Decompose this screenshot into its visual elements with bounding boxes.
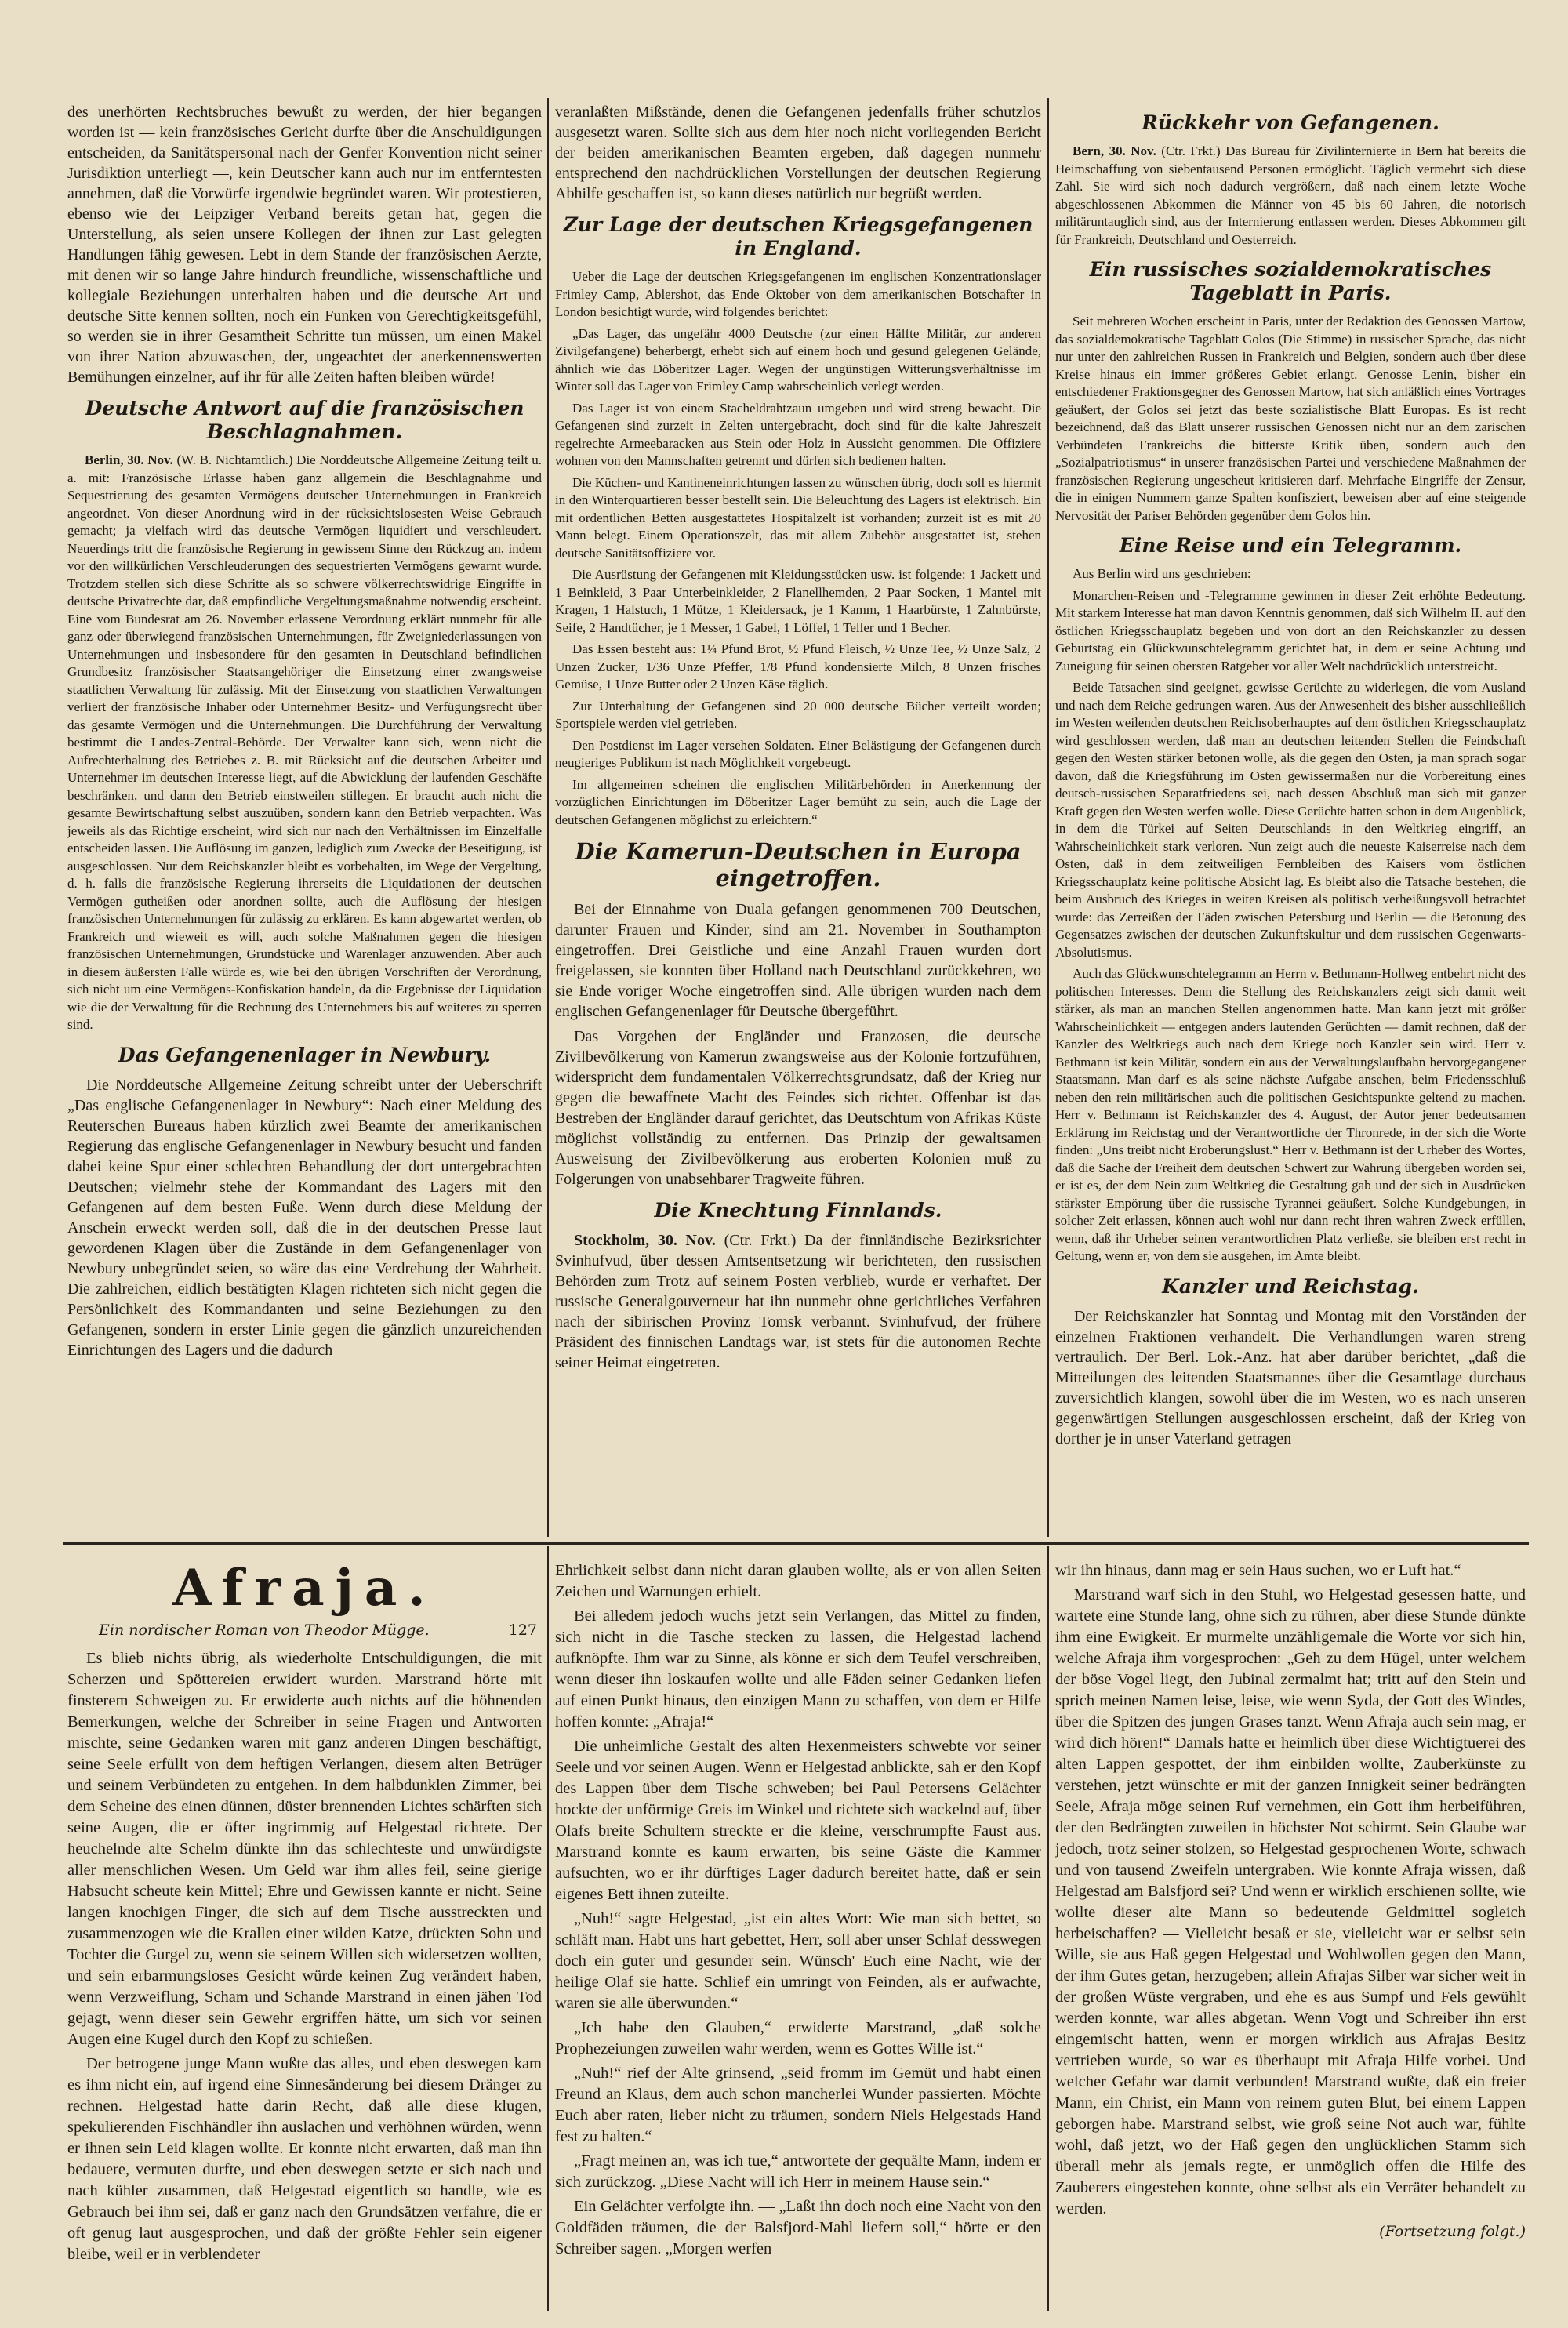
paragraph: Das Lager ist von einem Stacheldrahtzaun umgeben und wird streng bewacht. Die Gefangenen sind zurzeit in Zelten untergebracht, doch sind für die kalte Jahreszeit regelrechte Armeebaracken aus Stein oder Holz in Aussicht genommen. Die Offiziere wohnen von den Mannschaften getrennt und dürfen sich bedienen halten. xyxy=(555,400,1041,468)
dateline: Berlin, 30. Nov. xyxy=(85,452,173,467)
feuilleton-rule-2 xyxy=(1047,1546,1049,2311)
column-1 xyxy=(67,102,542,1529)
paragraph: Auch das Glückwunschtelegramm an Herrn v. Bethmann-Hollweg entbehrt nicht des politischen Interesses. Denn die Stellung des Reichskanzlers zeigt sich damit weit stärker, als man an manchen Stellen angenommen hatte. Man kann jetzt mit größer Wahrscheinlichkeit — entgegen anders lautenden Gerüchten — damit rechnen, daß der Kanzler des Weltkriegs auch nach dem Kriege noch Kanzler sein wird. Herr v. Bethmann ist kein Militär, sondern ein aus der Verwaltungslaufbahn hervorgegangener Staatsmann. Man darf es als seine nächste Aufgabe ansehen, beim Friedensschluß neben den rein militärischen auch die politischen Gesichtspunkte geltend zu machen. Herr v. Bethmann ist Reichskanzler des 4. August, der Autor jener bedeutsamen Erklärung im Reichstag und der Verantwortliche der Thronrede, in der sich die Worte finden: „Uns treibt nicht Eroberungslust.“ Herr v. Bethmann ist der Urheber des Wortes, daß die Sache der Freiheit dem deutschen Schwert zur Wahrung übergeben worden sei, er ist es, der dem Nein zum Weltkrieg die Gestaltung gab und der sich in Ausdrücken stärkster Empörung über die russische Tyrannei geäußert. Solche Kundgebungen, in solcher Zeit erlassen, können auch wohl nur dann recht ihren wahren Zweck erfüllen, wenn, daß ihr Urheber seinen verantwortlichen Platz verließe, sie bleiben erst recht in Geltung, wenn er, von dem sie ausgehen, im Amte bleibt. xyxy=(1055,966,1526,1263)
paragraph: Ein Gelächter verfolgte ihn. — „Laßt ihn doch noch eine Nacht von den Goldfäden träumen, die der Balsfjord-Mahl liefern soll,“ hörte er den Schreiber sagen. „Morgen werfen xyxy=(555,2198,1041,2257)
heading-kanzler: Kanzler und Reichstag. xyxy=(1162,1274,1419,1298)
paragraph: Der betrogene junge Mann wußte das alles, und eben deswegen kam es ihm nicht ein, auf irgend eine Sinnesänderung bei diesem Dränger zu rechnen. Helgestad hatte darin Recht, daß alle diese klugen, spekulierenden Fischhändler ihn auslachen und verhöhnen würden, wenn er ihnen sein Leid klagen wollte. Er konnte nicht erwarten, daß man ihn bedauere, vermuten durfte, und eben deswegen setzte er sich nach und nach kühler zusammen, daß Helgestad eigentlich so handle, wie es Gebrauch bei ihm sei, daß er ganz nach den Grundsätzen verfahre, die er oft genug laut ausgesprochen, und daß der größte Fehler sein eigener bleibe, weil er in verblendeter xyxy=(67,2055,542,2263)
paragraph: Beide Tatsachen sind geeignet, gewisse Gerüchte zu widerlegen, die vom Ausland und nach dem Reiche gedrungen waren. Aus der Anwesenheit des bisher ausschließlich im Westen weilenden deutschen Reichsoberhauptes auf dem östlichen Kriegsschauplatz wird geschlossen werden, daß man an deutschen leitenden Stellen die Feindschaft gegen den Westen stärker betonen wolle, als die gegen den Osten, ja man sprach sogar davon, daß die Kriegsführung im Osten gewissermaßen nur die Vorbereitung eines deutsch-russischen Separatfriedens sei, nach dessen Abschluß man sich mit ganzer Kraft gegen den Westen werfen wolle. Diese Gerüchte hatten schon in dem Augenblick, in dem die Türkei auf Seiten Deutschlands in den Weltkrieg eingriff, an Wahrscheinlichkeit stark verloren. Nun zeigt auch die neueste Kaiserreise nach dem Osten, daß in dem zeitweiligen Fernbleiben des Kaisers vom östlichen Kriegsschauplatz keine politische Absicht lag. Es bleibt also die Tatsache bestehen, die beim Ausbruch des Krieges in weiten Kreisen als politisch verheißungsvoll betrachtet wurde: das Zerreißen der Fäden zwischen Petersburg und Berlin — die Betonung des Gegensatzes zwischen der deutschen Zukunftskultur und dem russischen Gegenwarts-Absolutismus. xyxy=(1055,680,1526,960)
paragraph: Den Postdienst im Lager versehen Soldaten. Einer Belästigung der Gefangenen durch neugieriges Publikum ist nach Möglichkeit vorgebeugt. xyxy=(555,737,1041,770)
paragraph: Bei der Einnahme von Duala gefangen genommenen 700 Deutschen, darunter Frauen und Kinder, sind am 21. November in Southampton eingetroffen. Drei Geistliche und eine Anzahl Frauen wurden dort freigelassen, sie konnten über Holland nach Deutschland zurückkehren, wo sie Ende voriger Woche eingetroffen sind. Alle übrigen wurden nach dem englischen Gefangenenlager für Deutsche übergeführt. xyxy=(555,901,1041,1020)
heading-rueckkehr: Rückkehr von Gefangenen. xyxy=(1142,111,1439,134)
article-newbury: Die Norddeutsche Allgemeine Zeitung schreibt unter der Ueberschrift „Das englische Gefangenenlager in Newbury“: Nach einer Meldung des Reuterschen Bureaus haben kürzlich zwei Beamte der amerikanischen Regierung das englische Gefangenenlager in Newbury besucht und fanden dabei keine Spur einer schlechten Behandlung der dort untergebrachten Deutschen; vielmehr stehe der Kommandant des Lagers mit den Gefangenen auf dem besten Fuße. Wenn durch diese Meldung der Anschein erweckt werden soll, daß die in der deutschen Presse laut gewordenen Klagen über die Zustände in dem Gefangenenlager von Newbury unbegründet seien, so wäre das eine Verdrehung der Wahrheit. Die zahlreichen, eidlich bestätigten Klagen richteten sich nicht gegen die Persönlichkeit des Kommandanten und seine Beziehungen zu den Gefangenen, sondern in erster Linie gegen die gänzlich unzureichenden Einrichtungen des Lagers und die dadurch xyxy=(67,1076,542,1359)
paragraph: „Ich habe den Glauben,“ erwiderte Marstrand, „daß solche Prophezeiungen zuweilen wahr werden, wenn es Gottes Wille ist.“ xyxy=(555,2019,1041,2057)
heading-newbury: Das Gefangenenlager in Newbury. xyxy=(118,1043,492,1066)
paragraph: „Nuh!“ rief der Alte grinsend, „seid fromm im Gemüt und habt einen Freund an Klaus, dem auch schon mancherlei Wunder passierten. Möchte Euch aber raten, lieber nicht zu träumen, sondern Niels Helgestads Hand fest zu halten.“ xyxy=(555,2065,1041,2145)
paragraph: „Das Lager, das ungefähr 4000 Deutsche (zur einen Hälfte Militär, zur anderen Zivilgefangene) beherbergt, erhebt sich auf einem hoch und gesund gelegenen Gelände, ähnlich wie das Döberitzer Lager. Wegen der ungünstigen Witterungsverhältnisse im Winter soll das Lager von Frimley Camp wahrscheinlich verlegt werden. xyxy=(555,325,1041,394)
heading-tageblatt: Ein russisches sozialdemokratisches Tageblatt in Paris. xyxy=(1089,258,1492,304)
heading-kamerun: Die Kamerun-Deutschen in Europa eingetroffen. xyxy=(575,838,1022,892)
article-rueckkehr: Bern, 30. Nov. (Ctr. Frkt.) Das Bureau für Zivilinternierte in Bern hat bereits die Heimschaffung von siebentausend Personen ermöglicht. Täglich vermehrt sich diese Zahl. Sie wird sich noch dadurch vergrößern, daß nach einem letzte Woche abgeschlossenen Abkommen die Männer von 45 bis 60 Jahren, die notorisch militäruntauglich sind, aus der Internierung entlassen werden. Dieses Abkommen gilt für Frankreich, Deutschland und Oesterreich. xyxy=(1055,143,1526,247)
column-rule-2 xyxy=(1047,98,1049,1537)
column-rule-1 xyxy=(547,98,549,1537)
paragraph: Bei alledem jedoch wuchs jetzt sein Verlangen, das Mittel zu finden, sich nicht in die Tasche stecken zu lassen, die Helgestad lachend aufknöpfte. Ihm war zu Sinne, als könne er sich dem Teufel verschreiben, wenn dieser ihn loskaufen wollte und alle Fäden seiner Gedanken liefen auf einen Punkt hinaus, den einzigen Mann zu schaffen, von dem er Hilfe hoffen konnte: „Afraja!“ xyxy=(555,1607,1041,1731)
article-continuation: veranlaßten Mißstände, denen die Gefangenen jedenfalls früher schutzlos ausgesetzt waren. Sollte sich aus dem hier noch nicht vorliegenden Bericht der beiden amerikanischen Beamten ergeben, daß dagegen nunmehr entsprechend den nachdrücklichen Vorstellungen der deutschen Regierung Abhilfe geschaffen ist, so kann dieses natürlich nur begrüßt werden. xyxy=(555,104,1041,202)
feuilleton-subtitle: Ein nordischer Roman von Theodor Mügge. xyxy=(99,1622,430,1639)
paragraph: Es blieb nichts übrig, als wiederholte Entschuldigungen, die mit Scherzen und Spöttereien erwidert wurden. Marstrand hörte mit finsterem Schweigen zu. Er erwiderte auch nichts auf die höhnenden Bemerkungen, welche der Schreiber in seine Fragen und Antworten mischte, seine Gedanken waren mit ganz anderen Dingen beschäftigt, seine Seele erfüllt von dem heftigen Verlangen, diesem alten Betrüger und seinem Verbündeten zu entgehen. In dem halbdunklen Zimmer, bei dem Scheine des einen dünnen, düster brennenden Lichtes schärften sich seine Augen, die er öfter ingrimmig auf Helgestad richtete. Der heuchelnde alte Schelm dünkte ihn das schlechteste und unwürdigste aller menschlichen Wesen. Um Geld war ihm alles feil, seine gierige Habsucht scheute kein Mittel; Ehre und Gewissen kannte er nicht. Seine langen knochigen Finger, die sich auf dem Tische ausstreckten und zusammenzogen wie die Krallen einer wilden Katze, drückten Sohn und Tochter die Gurgel zu, wenn sie seinem Willen sich widersetzen wollten, und sein erbarmungsloses Gesicht würde keinen Zug verändert haben, wenn Verzweiflung, Scham und Schande Marstrand in einen jähen Tod gejagt, wenn dieser sein Gewehr ergriffen hätte, um sich vor seinen Augen eine Kugel durch den Kopf zu schießen. xyxy=(67,1650,542,2048)
feuilleton-subtitle-row xyxy=(99,1622,537,1639)
feuilleton-column-1 xyxy=(67,1560,542,2305)
feuilleton-title: Afraja. xyxy=(172,1560,437,1618)
article-knechtung: Stockholm, 30. Nov. (Ctr. Frkt.) Da der finnländische Bezirksrichter Svinhufvud, über dessen Amtsentsetzung wir berichteten, den russischen Behörden zum Trotz auf seinem Posten verblieb, wurde er verhaftet. Der russische Generalgouverneur hat ihn nunmehr ohne gerichtliches Verfahren nach der sibirischen Provinz Tomsk verbannt. Svinhufvud, der frühere Präsident des finnischen Landtags war, ist stets für die autonomen Rechte seiner Heimat eingetreten. xyxy=(555,1232,1041,1371)
article-antwort: Berlin, 30. Nov. (W. B. Nichtamtlich.) Die Norddeutsche Allgemeine Zeitung teilt u. a. mit: Französische Erlasse haben ganz allgemein die Beschlagnahme und Sequestrierung des gesamten Vermögens deutscher Unternehmungen in Frankreich angeordnet. Von dieser Anordnung wird in der rücksichtslosesten Weise Gebrauch gemacht; ja vielfach wird das deutsche Vermögen liquidiert und verschleudert. Neuerdings tritt die französische Regierung in gewissem Sinne den Rückzug an, indem vor den willkürlichen Verschleuderungen des sequestrierten Vermögens gewarnt wurde. Trotzdem stellen sich diese Schritte als so schwere völkerrechtswidrige Eingriffe in deutsche Privatrechte dar, daß empfindliche Vergeltungsmaßnahme notwendig erscheint. Eine vom Bundesrat am 26. November erlassene Verordnung erklärt nunmehr für alle ganz oder überwiegend französischen Unternehmungen, für Zweigniederlassungen von Unternehmungen und insbesondere für den gesamten in Deutschland befindlichen Grundbesitz französischer Staatsangehöriger die Einsetzung einer zwangsweise staatlichen Verwaltung für zulässig. Mit der Einsetzung von staatlichen Verwaltungen verliert der französische Inhaber oder Unternehmer Besitz- und Verfügungsrecht über das gesamte Vermögen und die Unternehmungen. Die Durchführung der Verwaltung bestimmt die Landes-Zentral-Behörde. Der Verwalter kann sich, wenn nicht die Aufrechterhaltung des Betriebes z. B. mit Rücksicht auf die deutschen Arbeiter und Unternehmer im deutschen Interesse liegt, auf die Abwicklung der laufenden Geschäfte beschränken, und dann den Betrieb einstweilen stillegen. Er braucht auch nicht die gesamte Bewirtschaftung selbst auszuüben, sondern kann den Betrieb verpachten. Was jeweils als das Richtige erscheint, wird sich nur nach den Verhältnissen im Einzelfalle entscheiden lassen. Die Auflösung im ganzen, lediglich zum Zwecke der Beseitigung, ist ausgeschlossen. Nur dem Reichskanzler bleibt es vorbehalten, im Wege der Vergeltung, d. h. falls die französische Regierung ihrerseits die Liquidationen der deutschen Vermögen gutheißen oder anordnen sollte, auch die Auflösung der hiesigen französischen Unternehmungen für zulässig zu erklären. Es kann abgewartet werden, ob Frankreich und wieweit es will, auch solche Maßnahmen gegen die hiesigen französischen Unternehmungen, Grundstücke und Warenlager anzuwenden. Aber auch in diesem äußersten Falle würde es, wie bei den übrigen Vorschriften der Verordnung, sich nicht um eine Vermögens-Konfiskation handeln, da die Ergebnisse der Liquidation wie die der Verwaltung für die Rechnung des Unternehmers bis auf weiteres zu sperren sind. xyxy=(67,452,542,1032)
article-continuation: des unerhörten Rechtsbruches bewußt zu werden, der hier begangen worden ist — kein französisches Gericht durfte über die Anschuldigungen entscheiden, da Sanitätspersonal nach der Genfer Konvention nicht seiner Jurisdiktion unterliegt —, kein Deutscher kann auch nur im entferntesten annehmen, daß die Vorwürfe irgendwie begründet waren. Wir protestieren, ebenso wie der Leipziger Verband bereits getan hat, gegen die Unterstellung, als seien unsere Kollegen der ihnen zur Last gelegten Handlungen fähig gewesen. Lebt in dem Stande der französischen Aerzte, mit denen wir so lange Jahre hindurch freundliche, wissenschaftliche und kollegiale Beziehungen unterhalten haben und die deutsche Art und deutsche Sitte kennen sollten, noch ein Funken von Gerechtigkeitsgefühl, so werden sie in ihrer Gesamtheit Schritte tun müssen, um einen Makel von ihrer Nation abzuwaschen, der, ungeachtet der anerkennenswerten Bemühungen einzelner, auf ihr für alle Zeiten haften bleiben würde! xyxy=(67,104,542,386)
paragraph: Das Vorgehen der Engländer und Franzosen, die deutsche Zivilbevölkerung von Kamerun zwangsweise aus der Kolonie fortzuführen, widerspricht dem fundamentalen Völkerrechtsgrundsatz, daß der Krieg nur gegen die bewaffnete Macht des Feindes sich richtet. Offenbar ist das Bestreben der Engländer darauf gerichtet, das Deutschtum von Afrikas Küste möglichst vollständig zu entfernen. Das Prinzip der gewaltsamen Ausweisung der Zivilbevölkerung aus eroberten Kolonien muß zu Folgerungen von unabsehbarer Tragweite führen. xyxy=(555,1028,1041,1188)
paragraph: Im allgemeinen scheinen die englischen Militärbehörden in Anerkennung der vorzüglichen Einrichtungen im Döberitzer Lager bemüht zu sein, auch die Lage der deutschen Gefangenen möglichst zu erleichtern.“ xyxy=(555,776,1041,827)
paragraph: „Fragt meinen an, was ich tue,“ antwortete der gequälte Mann, indem er sich zurückzog. „Diese Nacht will ich Herr in meinem Hause sein.“ xyxy=(555,2152,1041,2191)
heading-reise: Eine Reise und ein Telegramm. xyxy=(1119,534,1462,557)
column-2 xyxy=(555,102,1041,1529)
dateline: Bern, 30. Nov. xyxy=(1073,143,1156,158)
dateline: Stockholm, 30. Nov. xyxy=(574,1232,716,1249)
feuilleton-rule xyxy=(63,1542,1529,1545)
heading-knechtung: Die Knechtung Finnlands. xyxy=(654,1199,942,1222)
feuilleton-rule-1 xyxy=(547,1546,549,2311)
paragraph: Das Essen besteht aus: 1¼ Pfund Brot, ½ Pfund Fleisch, ½ Unze Tee, ½ Unze Salz, 2 Unzen Zucker, 1/36 Unze Pfeffer, 1/8 Pfund kondensierte Milch, 8 Unzen frisches Gemüse, 1 Unze Butter oder 2 Unzen Käse täglich. xyxy=(555,641,1041,692)
heading-antwort: Deutsche Antwort auf die französischen Beschlagnahmen. xyxy=(85,397,524,443)
paragraph: Seit mehreren Wochen erscheint in Paris, unter der Redaktion des Genossen Martow, das sozialdemokratische Tageblatt Golos (Die Stimme) in russischer Sprache, das nicht nur unter den zahlreichen Russen in Frankreich und Belgien, sondern auch über diese Kreise hinaus ein immer größeres Gebiet erlangt. Genosse Lenin, bisher ein entschiedener Fraktionsgegner des Genossen Martow, hat sich anläßlich eines Vortrages geäußert, der Golos sei jetzt das beste sozialistische Blatt Europas. Es ist recht bezeichnend, daß das Blatt unserer russischen Genossen nicht nur an dem zarischen Verbündeten Frankreichs die bitterste Kritik üben, sondern auch den „Sozialpatriotismus“ in unserer französischen Partei und verschiedene Maßnahmen der französischen Regierung ungescheut kritisieren darf. Mehrfache Eingriffe der Zensur, die in einigen Nummern ganze Spalten konfisziert, beweisen aber auf eine steigende Nervosität der Pariser Behörden gegenüber dem Golos hin. xyxy=(1055,314,1526,523)
paragraph: Der Reichskanzler hat Sonntag und Montag mit den Vorständen der einzelnen Fraktionen verhandelt. Die Verhandlungen waren streng vertraulich. Der Berl. Lok.-Anz. hat aber darüber berichtet, „daß die Mitteilungen des leitenden Staatsmannes über die Gesamtlage durchaus zuversichtlich klangen, sowohl über die im Westen, wo es nach unseren gegenwärtigen Stellungen ausgeschlossen erscheint, daß der Krieg von dorther je in unser Vaterland getragen xyxy=(1055,1307,1526,1447)
paragraph: wir ihn hinaus, dann mag er sein Haus suchen, wo er Luft hat.“ xyxy=(1055,1562,1461,1579)
paragraph: Die Ausrüstung der Gefangenen mit Kleidungsstücken usw. ist folgende: 1 Jackett und 1 Beinkleid, 3 Paar Unterbeinkleider, 2 Flanellhemden, 2 Paar Socken, 1 Mantel mit Kragen, 1 Halstuch, 1 Mütze, 1 Kleidersack, je 1 Kamm, 1 Haarbürste, 1 Zahnbürste, Seife, 2 Handtücher, je 1 Messer, 1 Gabel, 1 Löffel, 1 Teller und 1 Becher. xyxy=(555,567,1041,635)
paragraph: Ehrlichkeit selbst dann nicht daran glauben wollte, als er von allen Seiten Zeichen und Warnungen erhielt. xyxy=(555,1562,1041,1600)
paragraph: Monarchen-Reisen und -Telegramme gewinnen in dieser Zeit erhöhte Bedeutung. Mit starkem Interesse hat man davon Kenntnis genommen, daß sich Wilhelm II. auf den östlichen Kriegsschauplatz begeben und von dort an den Reichskanzler zu dessen Geburtstag ein Glückwunschtelegramm gerichtet hat, in dem er seine Achtung und Zuneigung für seinen obersten Ratgeber vor aller Welt nachdrücklich unterstreicht. xyxy=(1055,587,1526,674)
paragraph: Aus Berlin wird uns geschrieben: xyxy=(1073,566,1251,581)
feuilleton-column-3 xyxy=(1055,1560,1526,2305)
feuilleton-column-2 xyxy=(555,1560,1041,2305)
paragraph: Die unheimliche Gestalt des alten Hexenmeisters schwebte vor seiner Seele und vor seinen Augen. Wenn er Helgestad anblickte, sah er den Kopf des Lappen über dem Tische schweben; bei Paul Petersens Gelächter hockte der unförmige Greis im Winkel und richtete sich wackelnd auf, über Olafs breite Schultern streckte er die kleine, verschrumpfte Faust aus. Marstrand konnte es kaum erwarten, bis seine Gäste die Kammer aufsuchten, wo er ihr dürftiges Lager dadurch bereitet hatte, daß er sein eigenes Bett ihnen zuteilte. xyxy=(555,1738,1041,1903)
paragraph: „Nuh!“ sagte Helgestad, „ist ein altes Wort: Wie man sich bettet, so schläft man. Habt uns hart gebettet, Herr, soll aber unser Schlaf desswegen doch ein guter und gesunder sein. Wünsch' Euch eine Nacht, wie der heilige Olaf sie hatte. Schlief ein umringt von Feinden, als er aufwachte, waren sie alle überwunden.“ xyxy=(555,1910,1041,2012)
installment-number: 127 xyxy=(508,1622,537,1639)
column-3 xyxy=(1055,102,1526,1529)
heading-lage: Zur Lage der deutschen Kriegsgefangenen in England. xyxy=(563,213,1033,260)
continued-note: (Fortsetzung folgt.) xyxy=(1379,2223,1526,2240)
paragraph: Die Küchen- und Kantineneinrichtungen lassen zu wünschen übrig, doch soll es hiermit in den Winterquartieren besser bestellt sein. Die Beleuchtung des Lagers ist elektrisch. Ein mit ordentlichen Betten ausgestattetes Hospitalzelt ist vorhanden; zurzeit ist es mit 20 Mann belegt. Einem Operationszelt, das mit allem Zubehör ausgestattet ist, stehen deutsche Sanitätsoffiziere vor. xyxy=(555,474,1041,561)
paragraph: Marstrand warf sich in den Stuhl, wo Helgestad gesessen hatte, und wartete eine Stunde lang, ohne sich zu rühren, aber diese Stunde dünkte ihm eine Ewigkeit. Er murmelte unzähligemale die Worte vor sich hin, welche Afraja ihm vorgesprochen: „Geh zu dem Hügel, unter welchem der böse Vogel liegt, den Jubinal zermalmt hat; tritt auf den Stein und sprich meinen Namen leise, leise, wie wenn Syda, der Gott des Windes, über die Spitzen des jungen Grases tanzt. Wenn Afraja auch sein mag, er wird dich hören!“ Damals hatte er heimlich über diese Wichtigtuerei des alten Lappen gespottet, der ihm einbilden wollte, Zauberkünste zu verstehen, jetzt wünschte er mit der ganzen Innigkeit seiner bedrängten Seele, Afraja möge seinen Ruf vernehmen, ein Gott ihm herbeiführen, der den Bedrängten zuweilen in höchster Not schirmt. Sein Glaube war jedoch, trotz seiner stolzen, so Helgestad gesprochenen Worte, schwach und von tausend Zweifeln untergraben. Wie konnte Afraja wissen, daß Helgestad am Balsfjord sei? Und wenn er wirklich erschienen sollte, wie wollte dieser alte Mann so bedeutende Geldmittel sogleich herbeischaffen? — Vielleicht besaß er sie, vielleicht war er selbst sein Wille, sie aus Haß gegen Helgestad und Wohlwollen gegen den Mann, der ihm Gutes getan, herzugeben; allein Afrajas Silber war sicher weit in der großen Wüste vergraben, und ehe es aus Sumpf und Fels gewühlt werden konnte, war alles abgetan. Wenn Vogt und Schreiber ihn erst eingemischt hatten, wenn er morgen wirklich aus Afrajas Besitz vertrieben wurde, so war es überhaupt mit Afraja Hilfe vorbei. Und welcher Gefahr war damit verbunden! Marstrand wußte, daß ein freier Mann, ein Christ, ein Mann von reinem guten Blut, bei einem Lappen geborgen habe. Marstrand selbst, wie groß seine Not auch war, fühlte wohl, daß jetzt, wo der Haß gegen den unglücklichen Stamm sich überall mehr als jemals regte, er unmöglich offen die Hilfe des Zauberers eingestehen konnte, ohne selbst als ein Verräter behandelt zu werden. xyxy=(1055,1586,1526,2217)
paragraph: Ueber die Lage der deutschen Kriegsgefangenen im englischen Konzentrationslager Frimley Camp, Ablershot, das Ende Oktober von dem amerikanischen Botschafter in London besichtigt wurde, wird folgendes berichtet: xyxy=(555,269,1041,319)
paragraph: Zur Unterhaltung der Gefangenen sind 20 000 deutsche Bücher verteilt worden; Sportspiele werden viel getrieben. xyxy=(555,698,1041,731)
